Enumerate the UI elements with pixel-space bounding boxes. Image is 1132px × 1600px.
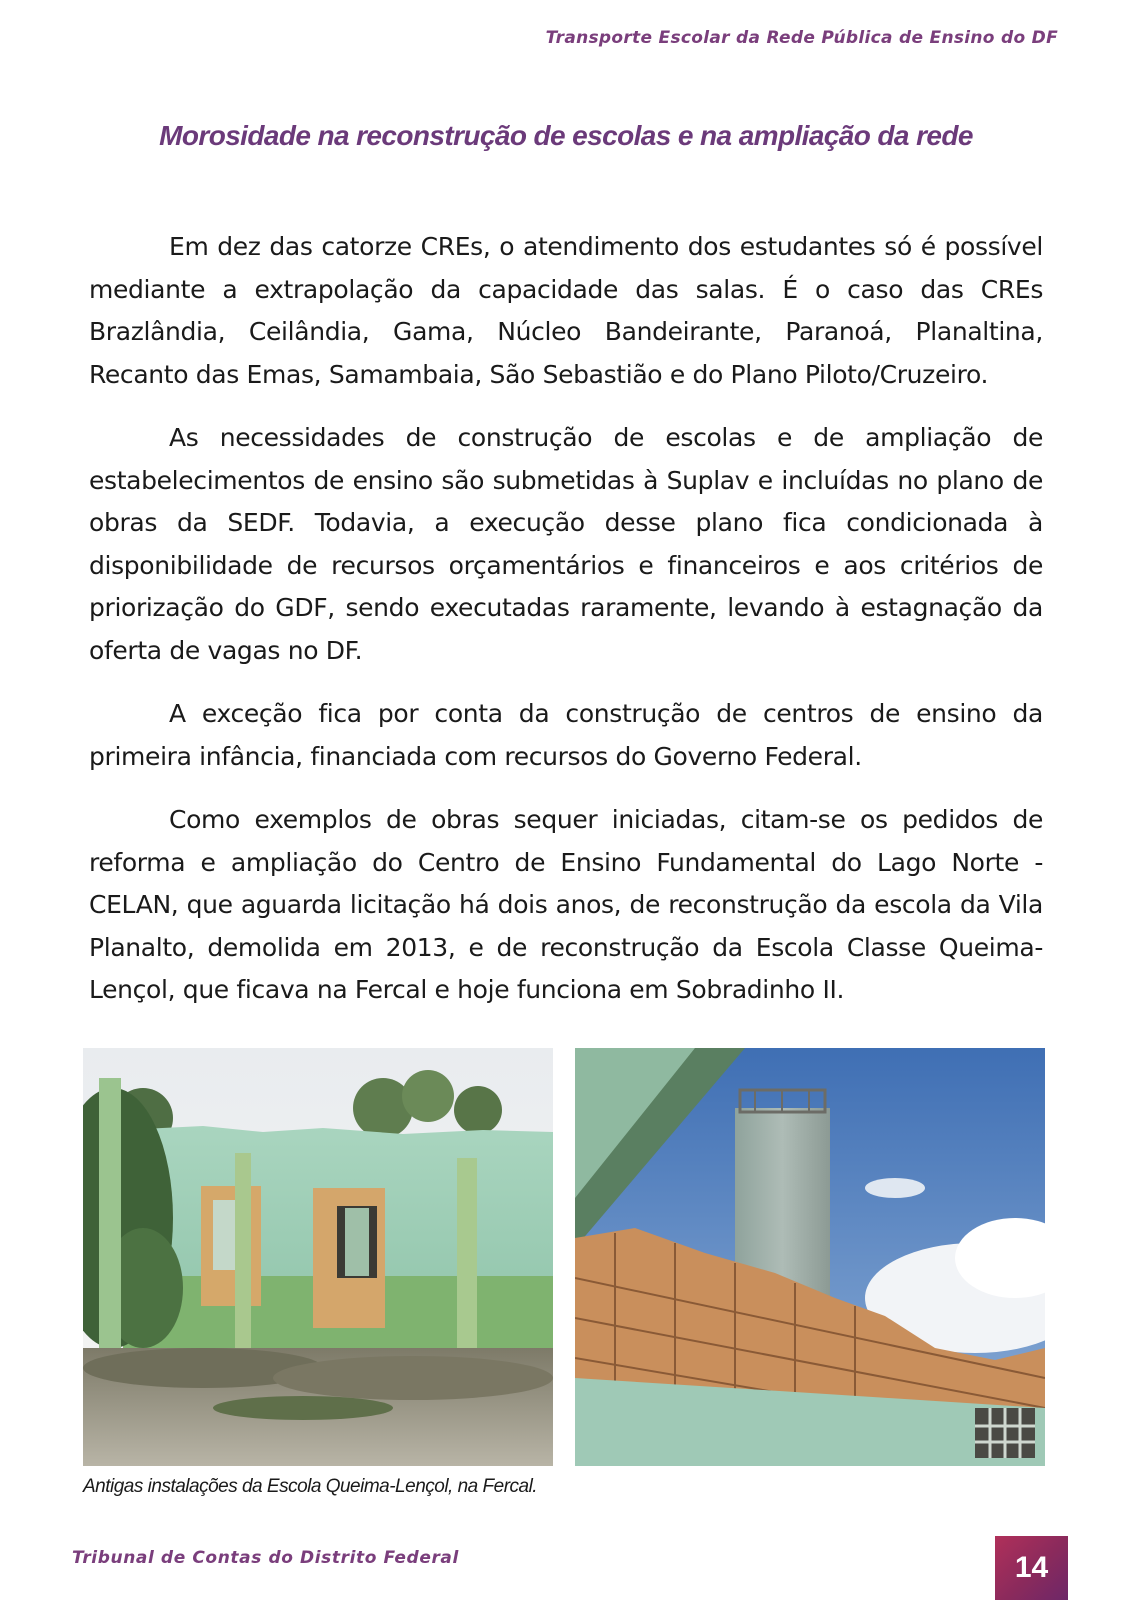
paragraph-3: A exceção fica por conta da construção de centros de ensino da primeira infância, financiada com recursos do Governo Federal.	[89, 699, 1043, 771]
photo-ruined-wall	[83, 1048, 553, 1466]
running-header: Transporte Escolar da Rede Pública de Ensino do DF	[545, 28, 1058, 48]
photo-brick-ruins	[575, 1048, 1045, 1466]
page-number-badge: 14	[995, 1536, 1068, 1600]
body-text	[89, 226, 1043, 1033]
footer-organization: Tribunal de Contas do Distrito Federal	[72, 1548, 459, 1568]
paragraph-1: Em dez das catorze CREs, o atendimento dos estudantes só é possível mediante a extrapolação da capacidade das salas. É o caso das CREs Brazlândia, Ceilândia, Gama, Núcleo Bandeirante, Paranoá, Planaltina, Recanto das Emas, Samambaia, São Sebastião e do Plano Piloto/Cruzeiro.	[89, 232, 1043, 389]
paragraph-2: As necessidades de construção de escolas e de ampliação de estabelecimentos de ensino são submetidas à Suplav e incluídas no plano de obras da SEDF. Todavia, a execução desse plano fica condicionada à disponibilidade de recursos orçamentários e financeiros e aos critérios de priorização do GDF, sendo executadas raramente, levando à estagnação da oferta de vagas no DF.	[89, 423, 1043, 665]
figure-caption: Antigas instalações da Escola Queima-Lençol, na Fercal.	[83, 1476, 538, 1497]
section-title: Morosidade na reconstrução de escolas e na ampliação da rede	[159, 120, 973, 151]
paragraph-4: Como exemplos de obras sequer iniciadas, citam-se os pedidos de reforma e ampliação do Centro de Ensino Fundamental do Lago Norte - CELAN, que aguarda licitação há dois anos, de reconstrução da escola da Vila Planalto, demolida em 2013, e de reconstrução da Escola Classe Queima-Lençol, que ficava na Fercal e hoje funciona em Sobradinho II.	[89, 805, 1043, 1004]
